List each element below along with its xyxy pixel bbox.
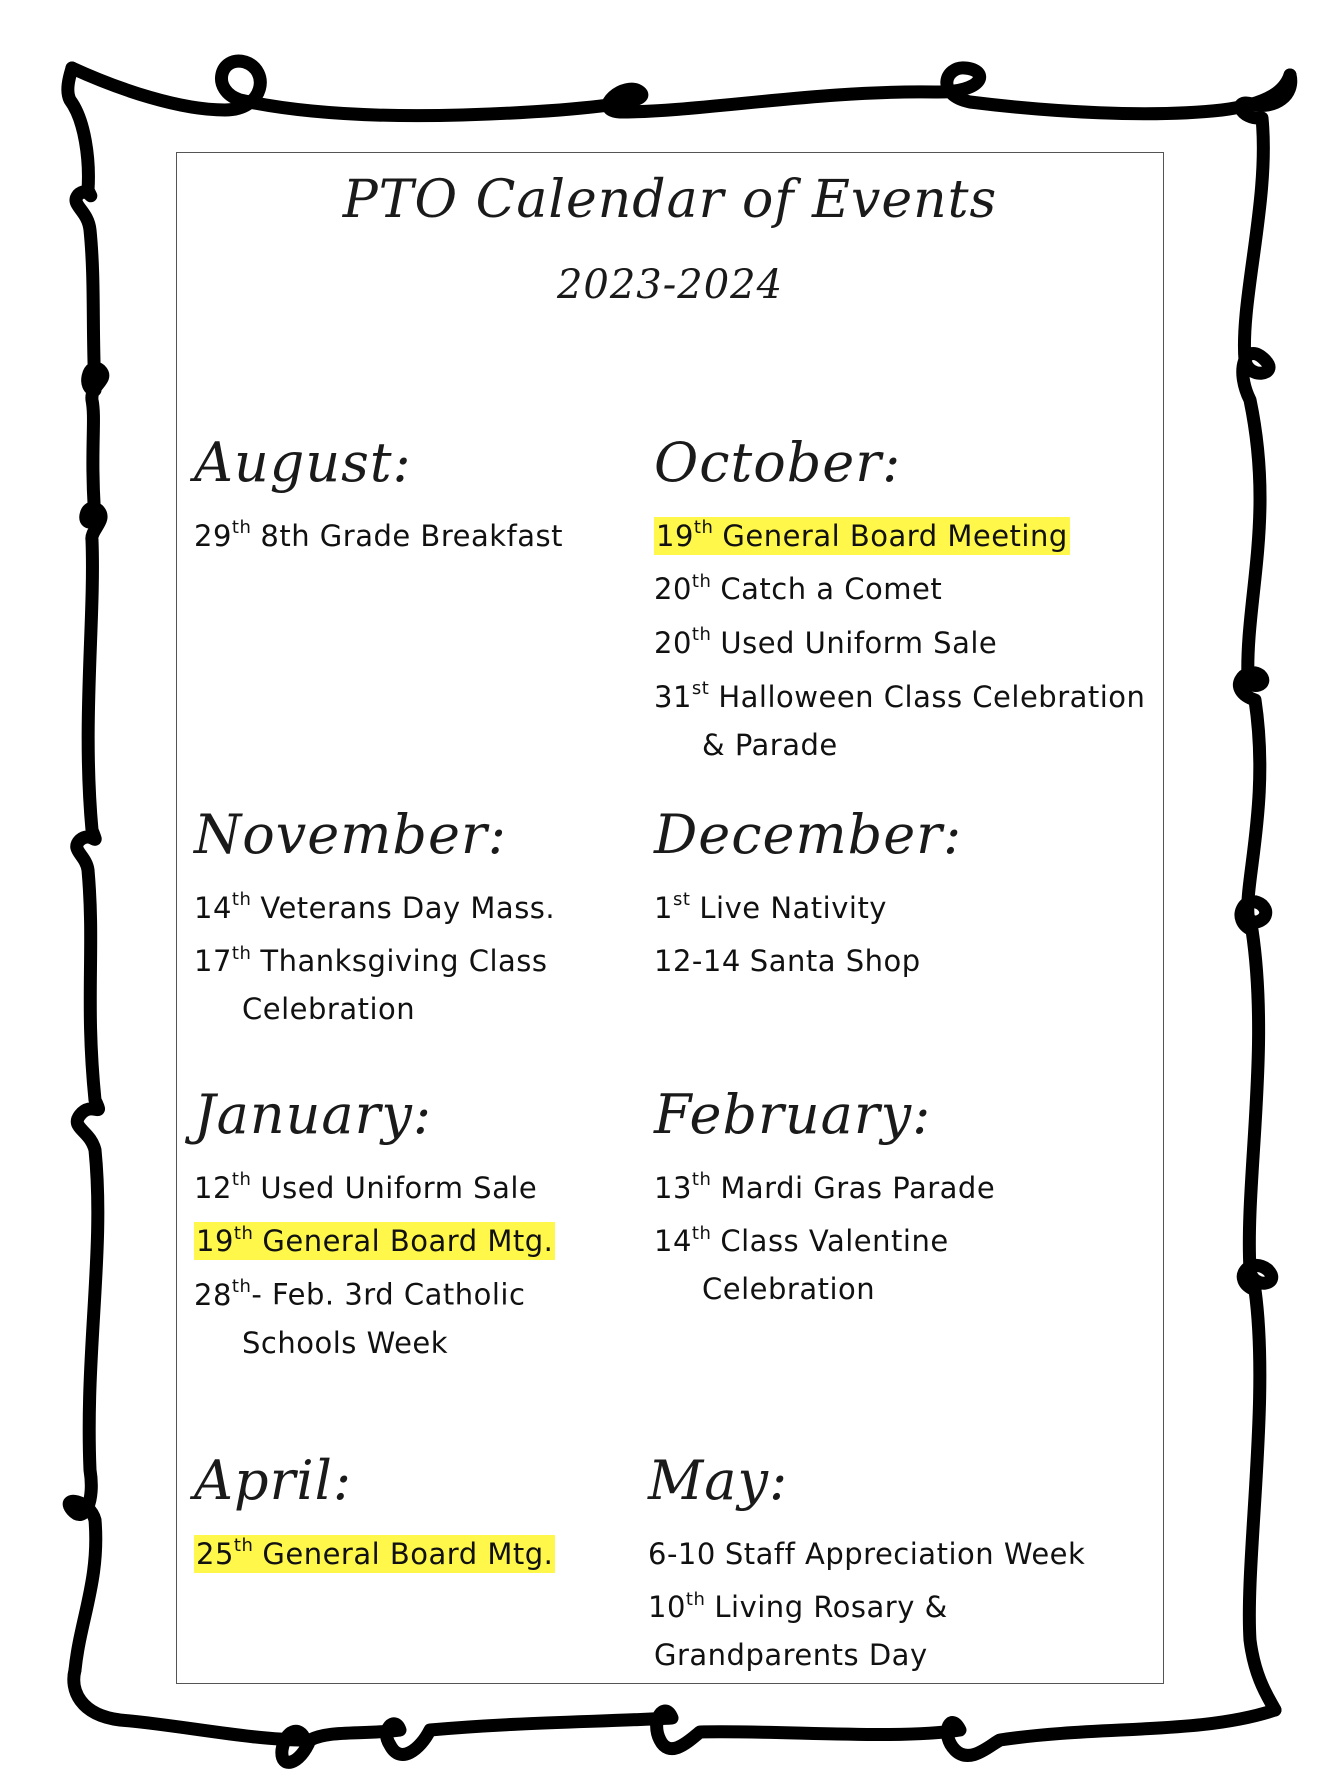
event-oct-19-highlighted: 19th General Board Meeting xyxy=(656,517,1068,553)
month-name-april: April: xyxy=(194,1449,353,1512)
page-year: 2023-2024 xyxy=(556,262,784,308)
month-name-january: January: xyxy=(194,1083,433,1146)
event-jan-19-highlighted: 19th General Board Mtg. xyxy=(196,1222,554,1259)
page-title: PTO Calendar of Events xyxy=(342,170,998,230)
month-november xyxy=(194,800,555,1033)
event-aug-29: 29th 8th Grade Breakfast xyxy=(194,517,563,553)
event-oct-31: 31st Halloween Class Celebration & Parade xyxy=(654,677,1146,762)
month-name-august: August: xyxy=(194,431,412,494)
event-apr-25-highlighted: 25th General Board Mtg. xyxy=(196,1535,554,1571)
month-name-december: December: xyxy=(654,803,963,866)
event-nov-17: 17th Thanksgiving Class Celebration xyxy=(194,942,548,1027)
month-february xyxy=(654,1080,995,1313)
month-name-november: November: xyxy=(194,803,507,866)
event-may-6-10: 6-10 Staff Appreciation Week xyxy=(648,1536,1086,1571)
event-jan-28: 28th- Feb. 3rd Catholic Schools Week xyxy=(194,1276,526,1360)
month-name-may: May: xyxy=(648,1449,789,1512)
month-january xyxy=(194,1080,555,1367)
event-feb-14: 14th Class Valentine Celebration xyxy=(654,1222,949,1307)
month-may xyxy=(648,1446,1085,1679)
month-august xyxy=(194,428,563,560)
month-december xyxy=(654,800,962,985)
event-may-10: 10th Living Rosary & Grandparents Day xyxy=(648,1588,948,1673)
event-oct-20-uniform: 20th Used Uniform Sale xyxy=(654,624,998,660)
month-april xyxy=(194,1446,555,1578)
event-dec-12-14: 12-14 Santa Shop xyxy=(654,944,921,979)
month-name-october: October: xyxy=(654,431,902,494)
event-jan-12: 12th Used Uniform Sale xyxy=(194,1169,538,1205)
event-oct-20-comet: 20th Catch a Comet xyxy=(654,570,943,607)
month-october xyxy=(654,428,1145,769)
event-nov-14: 14th Veterans Day Mass. xyxy=(194,889,556,925)
event-dec-1: 1st Live Nativity xyxy=(654,889,887,925)
month-name-february: February: xyxy=(654,1083,932,1146)
event-feb-13: 13th Mardi Gras Parade xyxy=(654,1169,996,1205)
